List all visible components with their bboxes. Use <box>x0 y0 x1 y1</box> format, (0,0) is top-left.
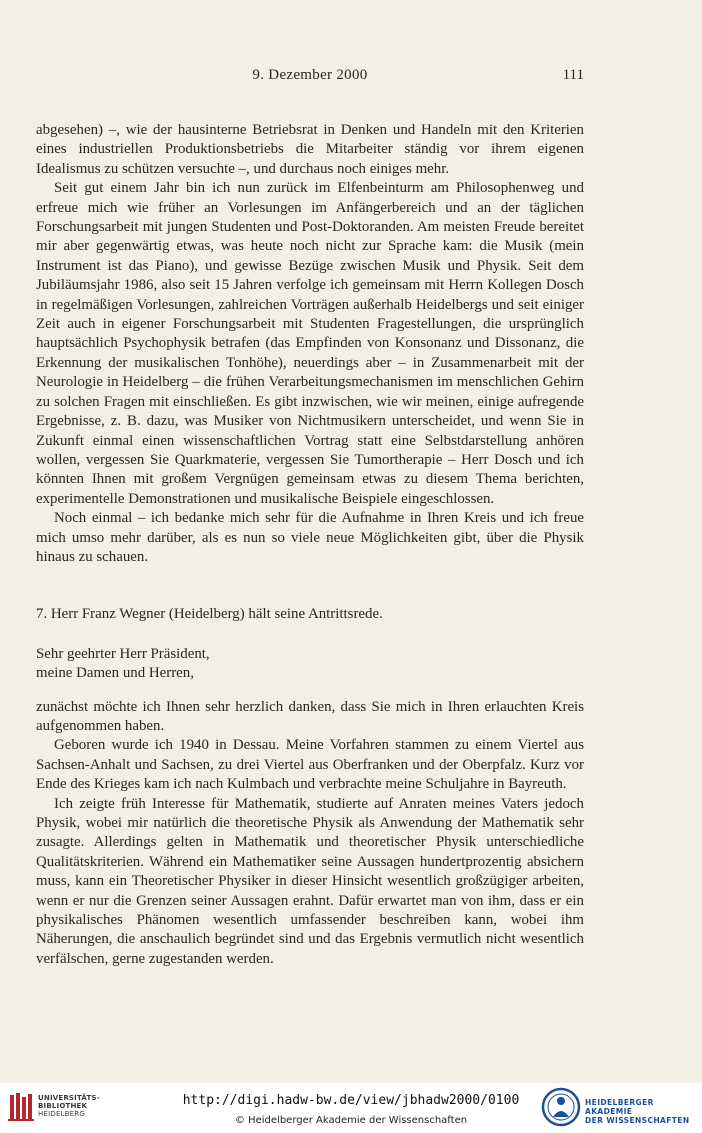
paragraph: Noch einmal – ich bedanke mich sehr für die Aufnahme in Ihren Kreis und ich freue mich umso mehr darüber, als es nun so viele neue Möglichkeiten gibt, über die Physik hinaus zu schauen. <box>36 510 584 565</box>
library-name-line: HEIDELBERG <box>38 1110 85 1118</box>
paragraph: Ich zeigte früh Interesse für Mathematik, studierte auf Anraten meines Vaters jedoch Physik, wobei mir natürlich die theoretische Physik als Anwendung der Mathematik sehr zusagte. Allerdings gelten in Mathematik und theoretischer Physik unterschiedliche Qualitätskriterien. Während ein Mathematiker seine Aussagen hundertprozentig absichern muss, kann ein Theoretischer Physiker in dieser Hinsicht wesentlich großzügiger arbeiten, wenn er nur die Grenzen seiner Aussagen erahnt. Dafür erwartet man von ihm, dass er ein physikalisches Phänomen wesentlich umfassender beschreiben kann, wobei ihm Näherungen, die anschaulich begründet sind und das Ergebnis vermutlich nicht wesentlich verfälschen, gerne zugestanden werden. <box>36 795 584 967</box>
academy-name-line: HEIDELBERGER AKADEMIE <box>585 1098 654 1116</box>
salutation-line: Sehr geehrter Herr Präsident, <box>36 645 210 662</box>
body-text <box>36 121 584 969</box>
paragraph: Seit gut einem Jahr bin ich nun zurück im Elfenbeinturm am Philosophenweg und erfreue mich wie früher an Vorlesungen im Anfängerbereich und an der täglichen Forschungsarbeit mit jungen Studenten und Post-Doktoranden. Am meisten Freude bereitet mir aber gegenwärtig etwas, was heute noch nicht zur Sprache kam: die Musik (mein Instrument ist das Piano), und gewisse Bezüge zwischen Musik und Physik. Seit dem Jubiläumsjahr 1986, also seit 15 Jahren verfolge ich gemeinsam mit Herrn Kollegen Dosch in regelmäßigen Vorlesungen, zahlreichen Vorträgen außerhalb Heidelbergs und seit einiger Zeit auch in eigener Forschungsarbeit mit Studenten Fragestellungen, die ursprünglich hauptsächlich Psychophysik betrafen (das Empfinden von Konsonanz und Dissonanz, die Erkennung der musikalischen Tonhöhe), neuerdings aber – in Zusammenarbeit mit der Neurologie in Heidelberg – die frühen Verarbeitungsmechanismen im menschlichen Gehirn zu solchen Fragen mit einschließen. Es gibt inzwischen, wie wir meinen, einige aufregende Ergebnisse, z. B. dazu, was Musiker von Nichtmusikern unterscheidet, und wenn Sie in Zukunft einmal einen wissenschaftlichen Vortrag statt eine Selbstdarstellung anhören wollen, vergessen Sie Quarkmaterie, vergessen Sie Tumortherapie – Herr Dosch und ich könnten Ihnen mit großem Vergnügen gemeinsam etwas zu diesem Thema berichten, experimentelle Demonstrationen und musikalische Beispiele eingeschlossen. <box>36 180 584 507</box>
salutation-line: meine Damen und Herren, <box>36 665 194 682</box>
viewer-footer <box>0 1083 702 1133</box>
copyright-notice: © Heidelberger Akademie der Wissenschaften <box>234 1115 468 1126</box>
paragraph: abgesehen) –, wie der hausinterne Betriebsrat in Denken und Handeln mit den Kriterien eines industriellen Produktionsbetriebs die Mitarbeiter ständig vor ihrem eigenen Idealismus zu schützen versuchte –, und durchaus noch einiges mehr. <box>36 122 584 177</box>
document-url-link[interactable]: http://digi.hadw-bw.de/view/jbhadw2000/0100 <box>182 1093 520 1108</box>
academy-seal-icon <box>541 1087 581 1127</box>
academy-name-line: DER WISSENSCHAFTEN <box>585 1116 690 1125</box>
academy-name <box>585 1098 702 1125</box>
running-head-title: 9. Dezember 2000 <box>252 67 368 83</box>
library-name-line: UNIVERSITÄTS- <box>38 1094 100 1102</box>
library-name-line: BIBLIOTHEK <box>38 1102 88 1110</box>
paragraph: Geboren wurde ich 1940 in Dessau. Meine Vorfahren stammen zu einem Viertel aus Sachsen-Anhalt und Sachsen, zu drei Viertel aus Oberfranken und der Oberpfalz. Kurz vor Ende des Krieges kam ich nach Kulmbach und verbrachte meine Schuljahre in Bayreuth. <box>36 737 584 793</box>
section-heading: 7. Herr Franz Wegner (Heidelberg) hält seine Antrittsrede. <box>36 606 383 623</box>
salutation <box>36 645 584 684</box>
paragraph: zunächst möchte ich Ihnen sehr herzlich danken, dass Sie mich in Ihren erlauchten Kreis aufgenommen haben. <box>36 698 584 734</box>
running-head <box>36 67 584 87</box>
page-number: 111 <box>562 67 584 83</box>
